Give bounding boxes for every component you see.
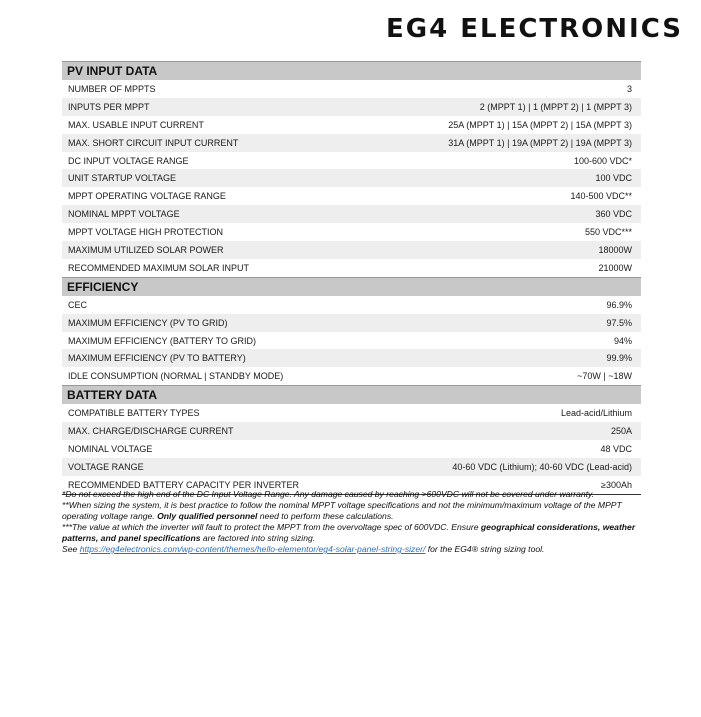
row-value: 96.9% xyxy=(606,299,632,310)
row-value: ~70W | ~18W xyxy=(577,371,632,382)
footnote-2-text: **When sizing the system, it is best practice to follow the nominal MPPT voltage specifications and not the minimum/maximum voltage of the MPPT operating voltage range. xyxy=(62,500,622,521)
table-row xyxy=(62,367,641,385)
row-value: Lead-acid/Lithium xyxy=(560,408,632,419)
brand-logo: EG4 ELECTRONICS xyxy=(386,14,683,44)
table-row xyxy=(62,349,641,367)
row-label: CEC xyxy=(68,299,88,310)
row-value: 25A (MPPT 1) | 15A (MPPT 2) | 15A (MPPT 3) xyxy=(448,119,632,130)
row-label: NOMINAL VOLTAGE xyxy=(68,443,153,454)
row-label: MAX. SHORT CIRCUIT INPUT CURRENT xyxy=(68,137,239,148)
row-value: 550 VDC*** xyxy=(584,227,632,238)
table-row xyxy=(62,98,641,116)
table-row xyxy=(62,440,641,458)
footnote-3 xyxy=(62,522,646,544)
table-row xyxy=(62,422,641,440)
footnote-1: *Do not exceed the high end of the DC Input Voltage Range. Any damage caused by reaching >600VDC will not be covered under warranty. xyxy=(62,489,595,499)
section-header-battery: BATTERY DATA xyxy=(62,385,641,404)
row-label: RECOMMENDED BATTERY CAPACITY PER INVERTER xyxy=(68,479,300,490)
table-row xyxy=(62,314,641,332)
row-label: MAXIMUM EFFICIENCY (BATTERY TO GRID) xyxy=(68,335,257,346)
row-label: DC INPUT VOLTAGE RANGE xyxy=(68,155,189,166)
row-label: IDLE CONSUMPTION (NORMAL | STANDBY MODE) xyxy=(68,371,284,382)
row-value: 360 VDC xyxy=(595,209,632,220)
row-label: MAX. USABLE INPUT CURRENT xyxy=(68,119,204,130)
table-row xyxy=(62,241,641,259)
row-value: 94% xyxy=(613,335,632,346)
footnote-2-tail: need to perform these calculations. xyxy=(259,511,394,521)
footnote-4 xyxy=(62,544,646,555)
row-label: INPUTS PER MPPT xyxy=(68,101,150,112)
row-value: 140-500 VDC** xyxy=(570,191,632,202)
row-value: 2 (MPPT 1) | 1 (MPPT 2) | 1 (MPPT 3) xyxy=(479,101,632,112)
table-row xyxy=(62,134,641,152)
table-row xyxy=(62,458,641,476)
table-row xyxy=(62,223,641,241)
footnote-2 xyxy=(62,500,646,522)
row-label: MPPT OPERATING VOLTAGE RANGE xyxy=(68,191,226,202)
row-value: ≥300Ah xyxy=(601,479,632,490)
spec-table xyxy=(62,61,641,495)
row-label: NUMBER OF MPPTS xyxy=(68,83,156,94)
row-label: COMPATIBLE BATTERY TYPES xyxy=(68,408,200,419)
table-row xyxy=(62,80,641,98)
footnote-2-bold: Only qualified personnel xyxy=(157,511,258,521)
row-value: 21000W xyxy=(598,262,632,273)
row-label: NOMINAL MPPT VOLTAGE xyxy=(68,209,180,220)
row-value: 99.9% xyxy=(606,353,632,364)
row-label: UNIT STARTUP VOLTAGE xyxy=(68,173,177,184)
table-row xyxy=(62,116,641,134)
row-value: 100-600 VDC* xyxy=(573,155,632,166)
row-value: 100 VDC xyxy=(595,173,632,184)
table-row xyxy=(62,404,641,422)
footnote-3-bold: geographical considerations, weather patterns, and panel specifications xyxy=(62,522,636,543)
table-row xyxy=(62,187,641,205)
footnote-4-suffix: for the EG4® string sizing tool. xyxy=(427,544,545,554)
row-value: 250A xyxy=(610,426,632,437)
row-label: MAX. CHARGE/DISCHARGE CURRENT xyxy=(68,426,234,437)
row-value: 31A (MPPT 1) | 19A (MPPT 2) | 19A (MPPT 3) xyxy=(448,137,632,148)
row-label: MAXIMUM EFFICIENCY (PV TO GRID) xyxy=(68,317,228,328)
row-value: 18000W xyxy=(598,244,632,255)
string-sizer-link[interactable]: https://eg4electronics.com/wp-content/themes/hello-elementor/eg4-solar-panel-string-sizer/ xyxy=(79,544,426,554)
row-label: VOLTAGE RANGE xyxy=(68,461,144,472)
row-value: 3 xyxy=(626,83,632,94)
table-row xyxy=(62,332,641,350)
section-header-efficiency: EFFICIENCY xyxy=(62,277,641,296)
table-row xyxy=(62,152,641,170)
footnote-3-tail: are factored into string sizing. xyxy=(202,533,316,543)
row-label: MAXIMUM EFFICIENCY (PV TO BATTERY) xyxy=(68,353,246,364)
row-value: 48 VDC xyxy=(600,443,632,454)
row-label: RECOMMENDED MAXIMUM SOLAR INPUT xyxy=(68,262,250,273)
table-row xyxy=(62,296,641,314)
row-value: 40-60 VDC (Lithium); 40-60 VDC (Lead-acid) xyxy=(452,461,632,472)
footnotes xyxy=(62,489,646,555)
table-row xyxy=(62,169,641,187)
table-row xyxy=(62,259,641,277)
table-row xyxy=(62,205,641,223)
footnote-4-prefix: See xyxy=(62,544,78,554)
section-header-pv-input: PV INPUT DATA xyxy=(62,61,641,80)
footnote-3-text: ***The value at which the inverter will fault to protect the MPPT from the overvoltage spec of 600VDC. Ensure xyxy=(62,522,479,532)
row-label: MPPT VOLTAGE HIGH PROTECTION xyxy=(68,227,224,238)
row-value: 97.5% xyxy=(606,317,632,328)
row-label: MAXIMUM UTILIZED SOLAR POWER xyxy=(68,244,224,255)
